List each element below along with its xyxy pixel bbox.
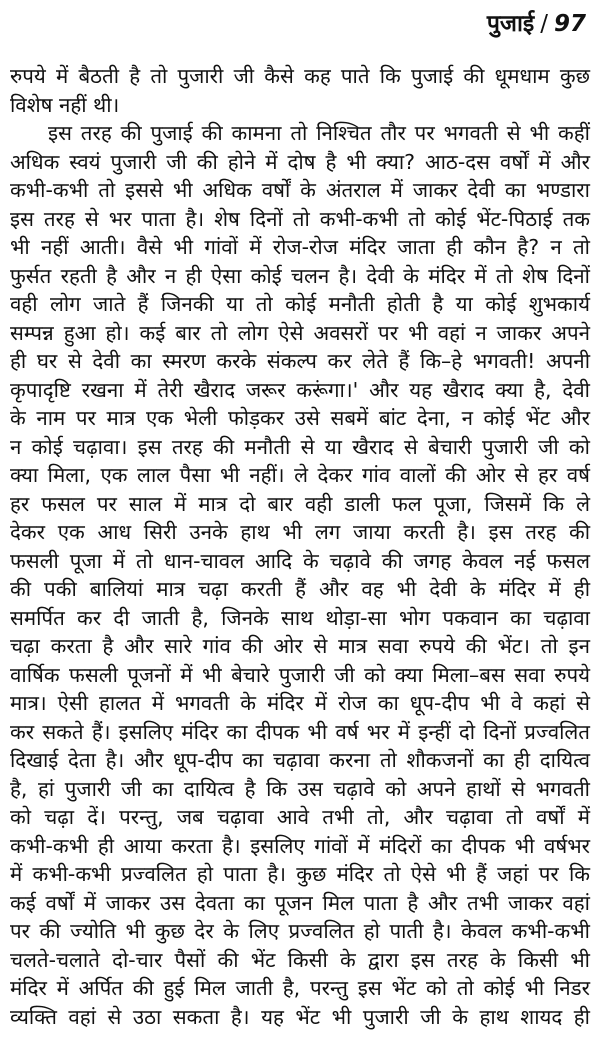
text-line: चढ़ा करता है और सारे गांव की ओर से मात्र सवा रुपये की भेंट। तो इन bbox=[10, 634, 590, 658]
text-line: की पकी बालियां मात्र चढ़ा करती हैं और वह भी देवी के मंदिर में ही bbox=[10, 577, 590, 601]
text-line: समर्पित कर दी जाती है, जिनके साथ थोड़ा-सा भोग पकवान का चढ़ावा bbox=[10, 605, 590, 630]
text-line: न कोई चढ़ावा। इस तरह की मनौती से या खैराद से बेचारी पुजारी जी को bbox=[10, 434, 590, 459]
text-line: पर की ज्योति भी कुछ देर के लिए प्रज्वलित हो पाती है। केवल कभी-कभी bbox=[10, 919, 590, 943]
text-line: फुर्सत रहती है और न ही ऐसा कोई चलन है। देवी के मंदिर में तो शेष दिनों bbox=[10, 263, 590, 288]
text-line: इस तरह से भर पाता है। शेष दिनों तो कभी-कभी तो कोई भेंट-पिठाई तक bbox=[10, 206, 590, 231]
text-line: दिखाई देता है। और धूप-दीप का चढ़ावा करना तो शौकजनों का ही दायित्व bbox=[10, 748, 590, 772]
text-line: सम्पन्न हुआ हो। कई बार तो लोग ऐसे अवसरों पर भी वहां न जाकर अपने bbox=[10, 320, 590, 345]
text-line: विशेष नहीं थी। bbox=[10, 92, 120, 117]
text-line: में कभी-कभी प्रज्वलित हो पाता है। कुछ मंदिर तो ऐसे भी हैं जहां पर कि bbox=[10, 862, 590, 886]
text-line: भी नहीं आती। वैसे भी गांवों में रोज-रोज मंदिर जाता ही कौन है? न तो bbox=[10, 235, 590, 259]
text-line: अधिक स्वयं पुजारी जी की होने में दोष है भी क्या? आठ-दस वर्षों में और bbox=[10, 149, 590, 174]
body-text bbox=[10, 62, 590, 1031]
text-line: हर फसल पर साल में मात्र दो बार वही डाली फल पूजा, जिसमें कि ले bbox=[10, 491, 590, 516]
running-header bbox=[487, 6, 586, 38]
text-line: कभी-कभी तो इससे भी अधिक वर्षों के अंतराल में जाकर देवी का भण्डारा bbox=[10, 178, 590, 202]
text-line: व्यक्ति वहां से उठा सकता है। यह भेंट भी पुजारी जी के हाथ शायद ही bbox=[10, 1004, 590, 1029]
text-line: कभी-कभी ही आया करता है। इसलिए गांवों में मंदिरों का दीपक भी वर्षभर bbox=[10, 833, 590, 858]
text-line: रुपये में बैठती है तो पुजारी जी कैसे कह पाते कि पुजाई की धूमधाम कुछ bbox=[10, 64, 590, 88]
text-line: कृपादृष्टि रखना में तेरी खैराद जरूर करूंगा।' और यह खैराद क्या है, देवी bbox=[10, 377, 590, 402]
text-line: कई वर्षों में जाकर उस देवता का पूजन मिल पाता है और तभी जाकर वहां bbox=[10, 890, 590, 915]
text-line: मंदिर में अर्पित की हुई मिल जाती है, परन्तु इस भेंट को तो कोई भी निडर bbox=[10, 976, 590, 1000]
text-line: चलते-चलाते दो-चार पैसों की भेंट किसी के द्वारा इस तरह के किसी भी bbox=[10, 947, 590, 972]
text-line: देकर एक आध सिरी उनके हाथ भी लग जाया करती है। इस तरह की bbox=[10, 520, 590, 544]
text-line: ही घर से देवी का स्मरण करके संकल्प कर लेते हैं कि–हे भगवती! अपनी bbox=[10, 349, 590, 373]
text-line: वही लोग जाते हैं जिनकी या तो कोई मनौती होती है या कोई शुभकार्य bbox=[10, 292, 590, 316]
text-line: है, हां पुजारी जी का दायित्व है कि उस चढ़ावे को अपने हाथों से भगवती bbox=[10, 776, 590, 801]
text-line: कर सकते हैं। इसलिए मंदिर का दीपक भी वर्ष भर में इन्हीं दो दिनों प्रज्वलित bbox=[10, 719, 590, 744]
text-line: क्या मिला, एक लाल पैसा भी नहीं। ले देकर गांव वालों की ओर से हर वर्ष bbox=[10, 463, 590, 487]
text-line: फसली पूजा में तो धान-चावल आदि के चढ़ावे की जगह केवल नई फसल bbox=[10, 548, 590, 573]
paragraph-start-line: इस तरह की पुजाई की कामना तो निश्चित तौर पर भगवती से भी कहीं bbox=[48, 121, 590, 145]
text-line: को चढ़ा दें। परन्तु, जब चढ़ावा आवे तभी तो, और चढ़ावा तो वर्षों में bbox=[10, 805, 590, 829]
page-number: 97 bbox=[553, 11, 586, 37]
text-line: के नाम पर मात्र एक भेली फोड़कर उसे सबमें बांट देना, न कोई भेंट और bbox=[10, 406, 590, 430]
chapter-title: पुजाई bbox=[486, 11, 535, 37]
text-line: मात्र। ऐसी हालत में भगवती के मंदिर में रोज का धूप-दीप भी वे कहां से bbox=[10, 691, 590, 715]
header-separator: / bbox=[540, 11, 548, 37]
text-line: वार्षिक फसली पूजनों में भी बेचारे पुजारी जी को क्या मिला–बस सवा रुपये bbox=[10, 662, 590, 687]
